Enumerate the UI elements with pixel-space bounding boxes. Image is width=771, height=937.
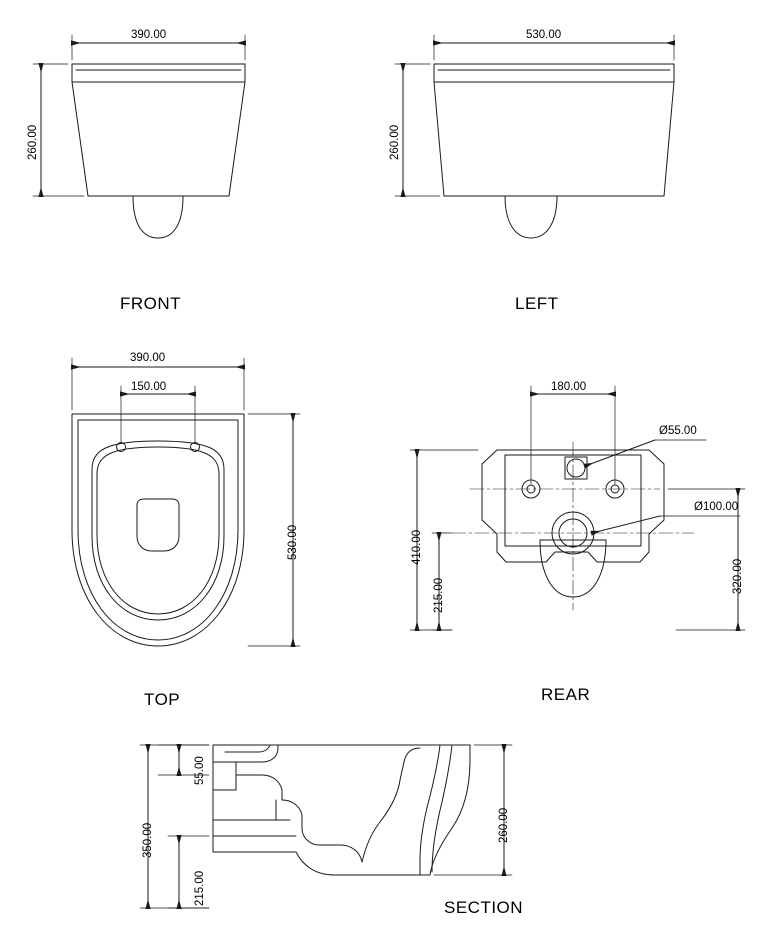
rear-large-hole-leader	[592, 516, 740, 533]
rear-bolt-spacing-value: 180.00	[551, 381, 587, 393]
section-view-geometry	[213, 745, 470, 875]
rear-view-geometry	[452, 442, 694, 610]
left-height-value: 260.00	[389, 124, 401, 160]
rear-large-hole-value: Ø100.00	[694, 501, 739, 513]
top-hole-spacing-value: 150.00	[131, 381, 167, 393]
left-view-geometry	[434, 64, 674, 238]
left-width-value: 530.00	[526, 29, 562, 41]
rear-right-height-value: 320.00	[732, 558, 744, 594]
front-height-dimension	[33, 64, 84, 196]
section-total-height-value: 350.00	[142, 822, 154, 858]
front-height-value: 260.00	[27, 124, 39, 160]
view-label-rear: REAR	[541, 685, 591, 704]
section-top-offset-value: 55.00	[194, 756, 206, 785]
rear-small-hole-leader	[585, 440, 706, 466]
section-lower-height-value: 215.00	[194, 870, 206, 906]
rear-small-hole-value: Ø55.00	[659, 425, 697, 437]
view-label-front: FRONT	[120, 294, 182, 313]
section-depth-value: 260.00	[498, 807, 510, 843]
left-height-dimension	[395, 64, 440, 196]
view-label-section: SECTION	[444, 898, 524, 917]
rear-lower-height-value: 215.00	[433, 577, 445, 613]
rear-total-height-value: 410.00	[411, 529, 423, 565]
front-view-geometry	[72, 64, 245, 238]
top-view-geometry	[72, 414, 244, 646]
view-label-left: LEFT	[515, 294, 559, 313]
front-width-value: 390.00	[131, 29, 167, 41]
top-length-value: 530.00	[287, 524, 299, 560]
top-width-value: 390.00	[130, 352, 166, 364]
view-label-top: TOP	[144, 690, 181, 709]
